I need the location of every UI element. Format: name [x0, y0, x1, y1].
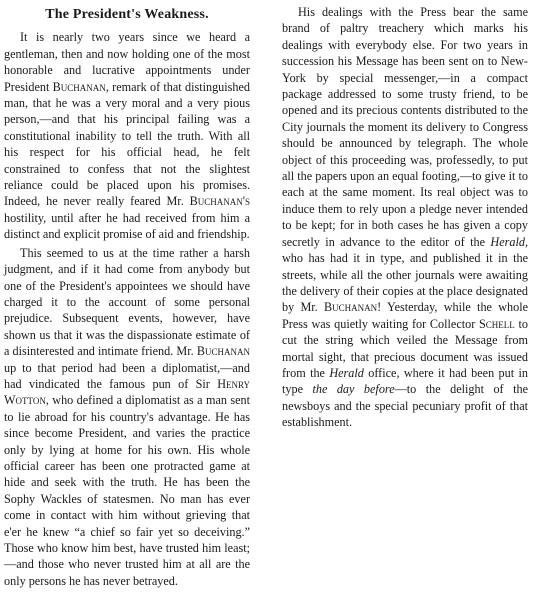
small-caps-name: Buchanan: [196, 344, 250, 359]
article-paragraph: [4, 245, 250, 590]
small-caps-name: Buchanan's: [189, 194, 250, 209]
italic-text: the day before: [312, 382, 395, 397]
text-run: , remark of that distinguished man, that he was a very moral and a very pious person,—and that his principal failing was a constitutional inability to tell the truth. With all his respect for his official head, he felt constrained to confess that not the slightest reliance could be placed upon his promises. Indeed, he never really feared Mr.: [4, 79, 250, 209]
small-caps-name: Buchanan: [52, 79, 106, 94]
text-run: , who defined a diplomatist as a man sent to lie abroad for his country's advantage. He has since become President, and varies the practice only by lying at home for his own. His whole official career has been one protracted game at hide and seek with the truth. He has been the Sophy Wackles of statesmen. No man has ever come in contact with him without grieving that e'er he knew “a chief so fair yet so deceiving.” Those who know him best, have trusted him least;—and those who never trusted him at all are the only persons he has never betrayed.: [4, 393, 250, 588]
italic-text: Herald: [329, 365, 364, 380]
text-run: to cut the string which veiled the Message from mortal sight, that precious document was issued from the: [282, 316, 529, 380]
text-run: office, where it had been put in type: [282, 365, 528, 397]
left-paragraphs: [4, 29, 250, 589]
article-headline: The President's Weakness.: [45, 7, 209, 22]
article-paragraph: [4, 29, 250, 242]
italic-text: Herald: [490, 234, 525, 249]
text-run: ! Yesterday, while the whole Press was quietly waiting for Collector: [282, 300, 528, 331]
text-run: This seemed to us at the time rather a harsh judgment, and if it had come from anybody but one of the President's appointees we should have charged it to the account of some personal prejudice. Subsequent events, however, have shown us that it was the dispassionate estimate of a disinterested and intimate friend. Mr.: [4, 245, 250, 359]
text-run: up to that period had been a diplomatist,—and had vindicated the famous pun of Sir: [4, 360, 250, 391]
article-paragraph: [282, 4, 528, 431]
small-caps-name: Schell: [479, 316, 515, 331]
left-column: [4, 6, 250, 589]
text-run: , who has had it in type, and published it in the streets, while all the other journals were awaiting the delivery of their copies at the place designated by Mr.: [282, 234, 528, 315]
small-caps-name: Henry Wotton: [4, 376, 250, 408]
small-caps-name: Buchanan: [324, 300, 378, 315]
text-run: hostility, until after he had received from him a distinct and explicit promise of aid and friendship.: [4, 210, 250, 242]
text-run: —to the delight of the newsboys and the special pecuniary profit of that establishment.: [282, 382, 528, 430]
right-column: [282, 4, 528, 431]
right-paragraphs: [282, 4, 528, 431]
text-run: It is nearly two years since we heard a gentleman, then and now holding one of the most honorable and lucrative appointments under President: [4, 30, 250, 94]
text-run: His dealings with the Press bear the same brand of paltry treachery which marks his dealings with everybody else. For two years in succession his Message has been sent on to New-York by special messenger,—in a compact package addressed to some trusty friend, to be opened and its precious contents distributed to the City journals the moment its delivery to Congress should be announced by telegraph. The whole object of this proceeding was, professedly, to put all the papers upon an equal footing,—to give it to each at the same moment. Its real object was to induce them to rely upon a pledge never intended to be kept; for in both cases he has given a copy secretly in advance to the editor of the: [282, 5, 528, 249]
